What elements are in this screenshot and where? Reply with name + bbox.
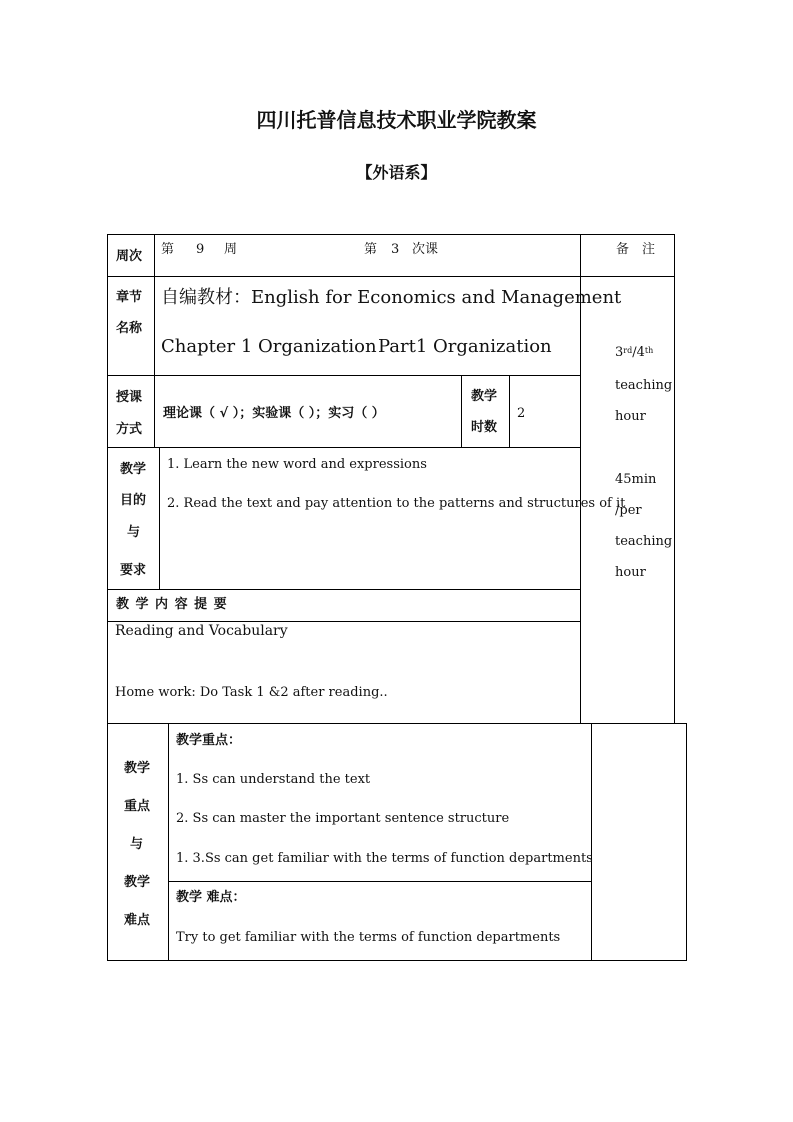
objectives-label-3: 与 — [127, 525, 141, 540]
week-unit: 周 — [224, 242, 238, 257]
remarks-line-teaching: teaching — [615, 378, 673, 393]
lesson-prefix: 第 — [364, 242, 378, 257]
content-heading: 教 学 内 容 提 要 — [116, 597, 228, 612]
remarks-line-hour: hour — [615, 409, 646, 424]
remarks-line-per: /per — [615, 503, 642, 518]
chapter-title: Chapter 1 Organization — [161, 336, 377, 357]
keypoints-label-1: 教学 — [124, 761, 151, 776]
chapter-label-line2: 名称 — [116, 321, 143, 336]
key-point-item: 1. 3.Ss can get familiar with the terms of function departments — [176, 851, 593, 866]
method-label-line1: 授课 — [116, 390, 143, 405]
key-point-item: 2. Ss can master the important sentence structure — [176, 811, 510, 826]
hours-value: 2 — [517, 406, 526, 421]
homework-line: Home work: Do Task 1 &2 after reading.. — [115, 685, 388, 700]
difficulties-heading: 教学 难点： — [176, 890, 246, 905]
remarks-hours-ordinal: 3rd/4th — [615, 345, 654, 360]
hours-label-line1: 教学 — [471, 389, 498, 404]
objectives-label-4: 要求 — [120, 563, 147, 578]
remarks-line-duration: 45min — [615, 472, 657, 487]
objectives-label-1: 教学 — [120, 462, 147, 477]
lesson-number: 3 — [391, 242, 400, 257]
key-point-item: 1. Ss can understand the text — [176, 772, 371, 787]
difficulty-item: Try to get familiar with the terms of function departments — [176, 930, 561, 945]
method-value: 理论课（ √ ）；实验课（ ）；实习（ ） — [163, 406, 385, 421]
remarks-line-teaching-2: teaching — [615, 534, 673, 549]
key-points-heading: 教学重点： — [176, 733, 242, 748]
chapter-textbook: 自编教材：English for Economics and Management — [161, 287, 622, 308]
keypoints-label-2: 重点 — [124, 799, 151, 814]
chapter-part: Part1 Organization — [378, 336, 552, 357]
week-label: 周次 — [116, 249, 143, 264]
remarks-line-hour-2: hour — [615, 565, 646, 580]
method-label-line2: 方式 — [116, 422, 143, 437]
keypoints-label-5: 难点 — [124, 913, 151, 928]
week-prefix: 第 — [161, 242, 175, 257]
department-label: 【外语系】 — [356, 163, 437, 182]
keypoints-label-3: 与 — [130, 837, 144, 852]
chapter-label-line1: 章节 — [116, 290, 143, 305]
hours-label-line2: 时数 — [471, 420, 498, 435]
remarks-label: 备 注 — [616, 242, 656, 257]
objectives-label-2: 目的 — [120, 493, 147, 508]
week-number: 9 — [196, 242, 205, 257]
lesson-unit: 次课 — [412, 242, 439, 257]
objective-item: 1. Learn the new word and expressions — [167, 457, 427, 472]
document-title: 四川托普信息技术职业学院教案 — [256, 108, 537, 132]
keypoints-label-4: 教学 — [124, 875, 151, 890]
content-line: Reading and Vocabulary — [115, 623, 288, 639]
objective-item: 2. Read the text and pay attention to the patterns and structures of it — [167, 496, 626, 511]
